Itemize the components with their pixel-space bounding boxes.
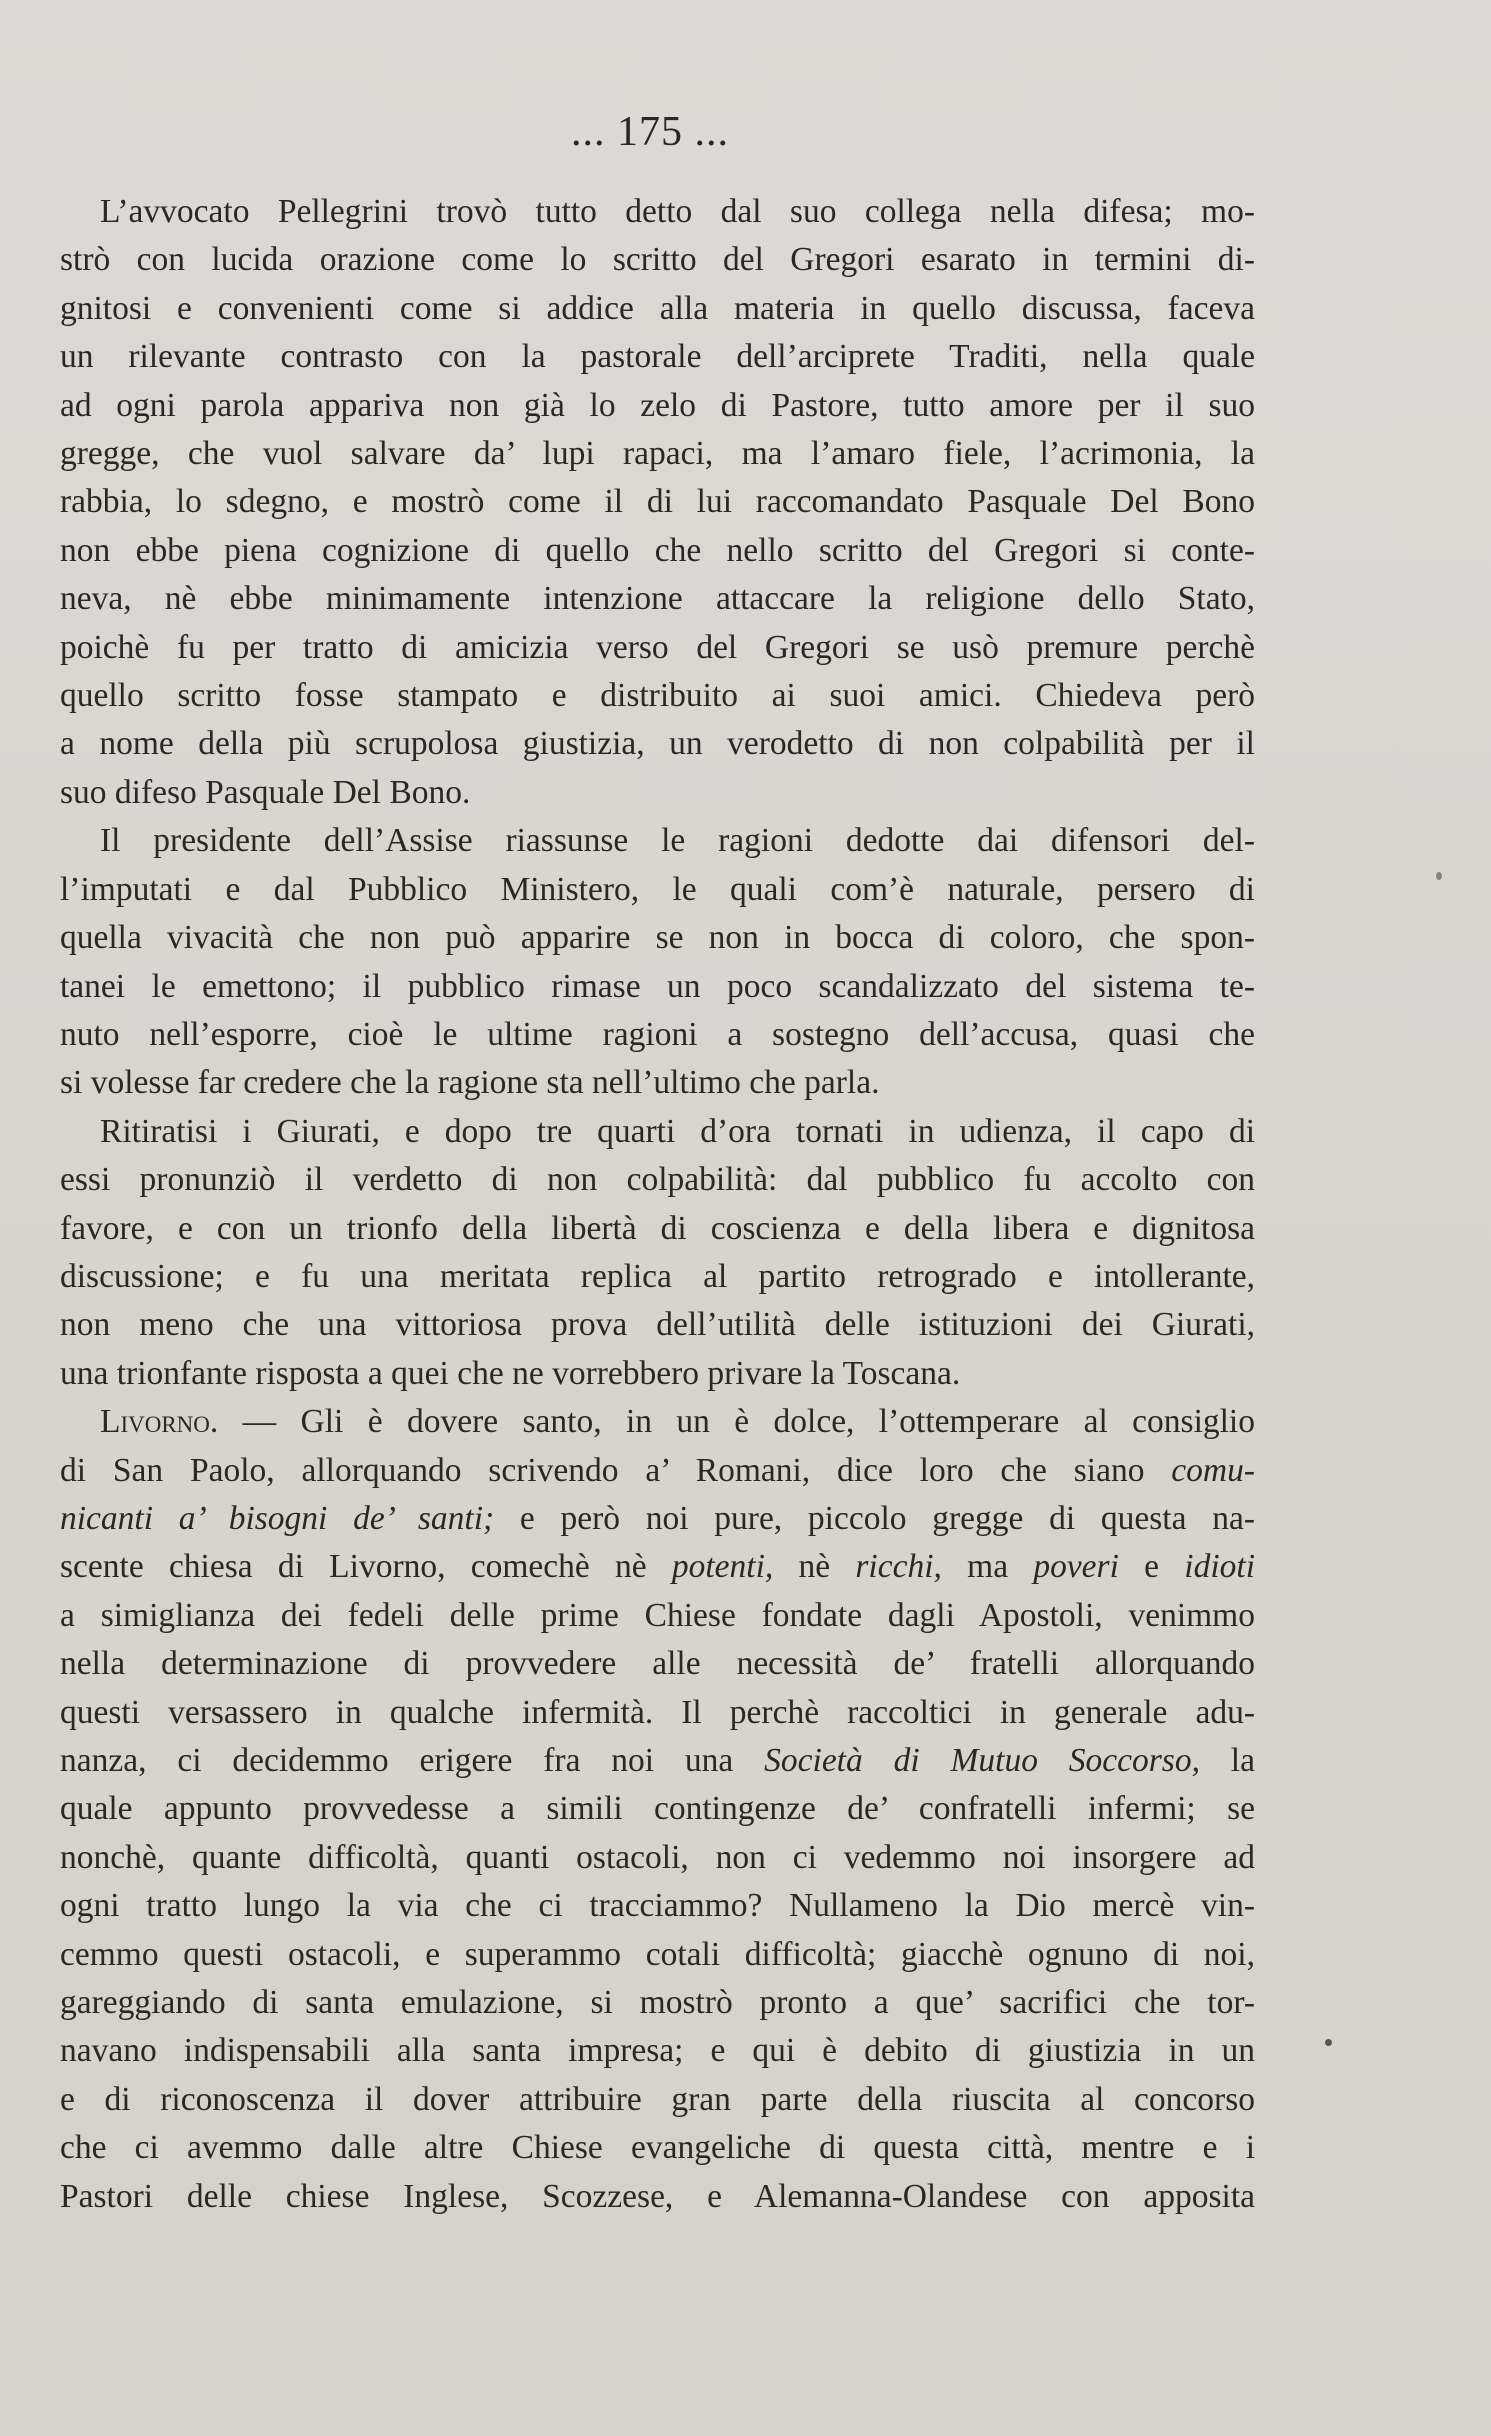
text-line: discussione; e fu una meritata replica al partito retrogrado e intollerante, [60,1257,1255,1295]
text-line: ogni tratto lungo la via che ci tracciammo? Nullameno la Dio mercè vin- [60,1887,1255,1925]
text-line: a simiglianza dei fedeli delle prime Chiese fondate dagli Apostoli, venimmo [60,1596,1255,1634]
text-line: e di riconoscenza il dover attribuire gran parte della riuscita al concorso [60,2080,1255,2118]
text-line: tanei le emettono; il pubblico rimase un poco scandalizzato del sistema te- [60,967,1255,1005]
text-line: gnitosi e convenienti come si addice alla materia in quello discussa, faceva [60,289,1255,327]
text-line: ad ogni parola appariva non già lo zelo di Pastore, tutto amore per il suo [60,386,1255,424]
text-line: nella determinazione di provvedere alle necessità de’ fratelli allorquando [60,1645,1255,1683]
text-line: si volesse far credere che la ragione sta nell’ultimo che parla. [60,1064,880,1102]
text-line: nonchè, quante difficoltà, quanti ostacoli, non ci vedemmo noi insorgere ad [60,1838,1255,1876]
text-line: cemmo questi ostacoli, e superammo cotali difficoltà; giacchè ognuno di noi, [60,1935,1255,1973]
text-line: navano indispensabili alla santa impresa; e qui è debito di giustizia in un [60,2032,1255,2070]
text-line: scente chiesa di Livorno, comechè nè potenti, nè ricchi, ma poveri e idioti [60,1548,1255,1586]
section-heading: Livorno. [100,1403,219,1441]
paragraph-1 [60,188,1255,817]
text-line: poichè fu per tratto di amicizia verso del Gregori se usò premure perchè [60,628,1255,666]
text-line: essi pronunziò il verdetto di non colpabilità: dal pubblico fu accolto con [60,1161,1255,1199]
text-line: Ritiratisi i Giurati, e dopo tre quarti d’ora tornati in udienza, il capo di [100,1112,1255,1150]
text-line: suo difeso Pasquale Del Bono. [60,773,471,811]
text-line: quello scritto fosse stampato e distribuito ai suoi amici. Chiedeva però [60,677,1255,715]
paragraph-4 [60,1398,1255,2221]
text-line: rabbia, lo sdegno, e mostrò come il di lui raccomandato Pasquale Del Bono [60,483,1255,521]
text-line: una trionfante risposta a quei che ne vorrebbero privare la Toscana. [60,1354,961,1392]
text-line: L’avvocato Pellegrini trovò tutto detto dal suo collega nella difesa; mo- [100,193,1255,230]
text-line: Il presidente dell’Assise riassunse le ragioni dedotte dai difensori del- [100,822,1255,860]
text-line: di San Paolo, allorquando scrivendo a’ Romani, dice loro che siano comu- [60,1451,1255,1489]
text-line: Livorno. — Gli è dovere santo, in un è dolce, l’ottemperare al consiglio [100,1403,1255,1441]
text-line: favore, e con un trionfo della libertà di coscienza e della libera e dignitosa [60,1209,1255,1247]
text-line: l’imputati e dal Pubblico Ministero, le quali com’è naturale, persero di [60,870,1255,908]
text-line: neva, nè ebbe minimamente intenzione attaccare la religione dello Stato, [60,580,1255,618]
text-line: gregge, che vuol salvare da’ lupi rapaci, ma l’amaro fiele, l’acrimonia, la [60,435,1255,473]
paragraph-2 [60,817,1255,1107]
text-line: quella vivacità che non può apparire se non in bocca di coloro, che spon- [60,919,1255,957]
text-line: strò con lucida orazione come lo scritto del Gregori esarato in termini di- [60,241,1255,279]
page-number: ... 175 ... [571,109,729,155]
text-line: non meno che una vittoriosa prova dell’utilità delle istituzioni dei Giurati, [60,1306,1255,1344]
text-line: un rilevante contrasto con la pastorale dell’arciprete Traditi, nella quale [60,338,1255,376]
body-text [60,188,1255,2221]
text-line: nanza, ci decidemmo erigere fra noi una Società di Mutuo Soccorso, la [60,1742,1255,1779]
paragraph-3 [60,1108,1255,1398]
text-line: questi versassero in qualche infermità. Il perchè raccoltici in generale adu- [60,1693,1255,1731]
text-line: che ci avemmo dalle altre Chiese evangeliche di questa città, mentre e i [60,2129,1255,2167]
text-line: gareggiando di santa emulazione, si mostrò pronto a que’ sacrifici che tor- [60,1984,1255,2022]
text-line: non ebbe piena cognizione di quello che nello scritto del Gregori si conte- [60,531,1255,569]
text-line: quale appunto provvedesse a simili contingenze de’ confratelli infermi; se [60,1790,1255,1828]
text-line: nicanti a’ bisogni de’ santi; e però noi pure, piccolo gregge di questa na- [60,1499,1255,1537]
text-line: nuto nell’esporre, cioè le ultime ragioni a sostegno dell’accusa, quasi che [60,1015,1255,1053]
text-line: a nome della più scrupolosa giustizia, un verodetto di non colpabilità per il [60,725,1255,763]
ink-speck [1325,2039,1332,2046]
text-line: Pastori delle chiese Inglese, Scozzese, e Alemanna-Olandese con apposita [60,2177,1255,2215]
ink-speck [1436,872,1442,880]
